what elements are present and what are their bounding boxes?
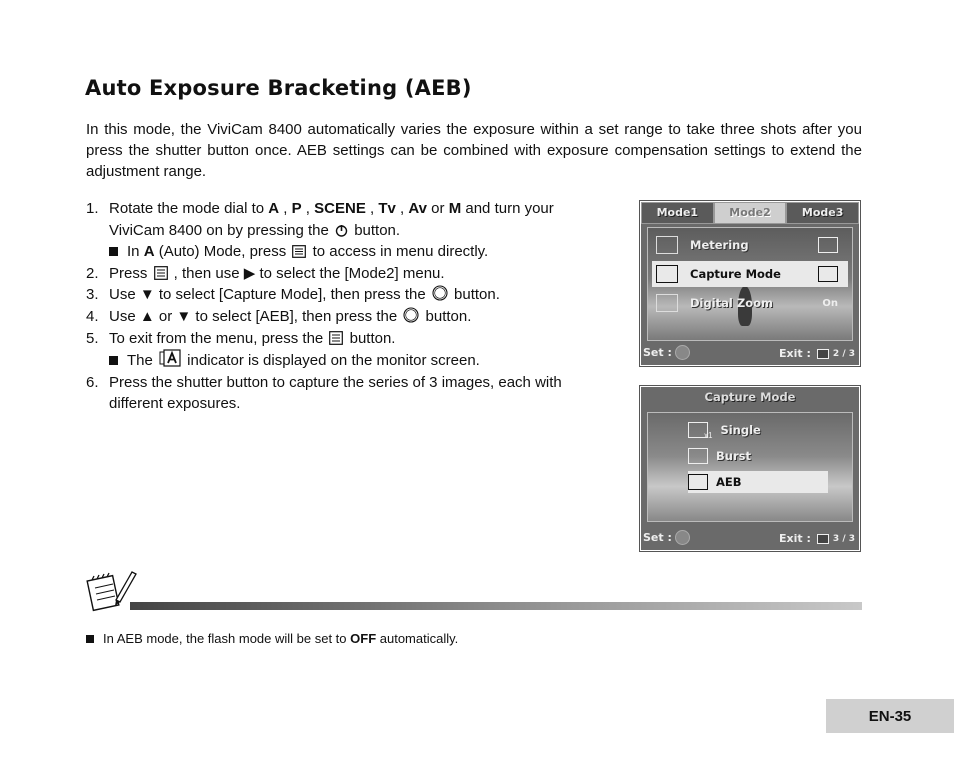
notepad-pencil-icon (86, 566, 138, 618)
aeb-indicator-icon (159, 349, 181, 367)
menu-button-icon (292, 245, 306, 258)
step-2: 2. Press , then use ▶ to select the [Mode2] menu. (86, 264, 445, 282)
menu-button-icon (329, 331, 343, 345)
menu-button-icon (817, 349, 829, 359)
down-arrow-icon: ▼ (176, 307, 192, 325)
up-arrow-icon: ▲ (139, 307, 155, 325)
capture-mode-screen (639, 385, 861, 552)
menu-tabs (641, 202, 859, 224)
step-5: 5. To exit from the menu, press the button. (86, 329, 396, 347)
menu-item-metering[interactable]: Metering (652, 232, 848, 258)
capture-option-burst[interactable]: Burst (688, 445, 828, 467)
intro-paragraph: In this mode, the ViviCam 8400 automatically varies the exposure within a set range to take three shots after you press the shutter button once. AEB settings can be combined with exposure compensation settings to extend the adjustment range. (86, 121, 862, 180)
step-6: 6. Press the shutter button to capture the series of 3 images, each with different exposures. (86, 373, 562, 413)
menu-item-capture-mode[interactable]: Capture Mode (652, 261, 848, 287)
mode2-menu-screen (639, 200, 861, 367)
tab-mode1[interactable]: Mode1 (641, 202, 714, 224)
screen-footer (641, 341, 859, 365)
menu-item-digital-zoom[interactable]: Digital Zoom On (652, 290, 848, 316)
step-3: 3. Use ▼ to select [Capture Mode], then press the button. (86, 286, 500, 304)
step-1: 1. Rotate the mode dial to A , P , SCENE , Tv , Av or M and turn your ViviCam 8400 on by pressing the button. (86, 200, 554, 239)
menu-button-icon (154, 266, 168, 280)
screen-footer (641, 526, 859, 550)
single-sub-label: x1 (704, 430, 713, 440)
down-arrow-icon: ▼ (139, 286, 155, 304)
note-divider-bar (130, 602, 862, 610)
tab-mode2[interactable]: Mode2 (714, 202, 787, 224)
set-hint: Set : (643, 530, 690, 545)
page-indicator: 3 / 3 (832, 533, 855, 544)
digital-zoom-value: On (822, 297, 838, 309)
menu-button-icon (817, 534, 829, 544)
page-number: EN-35 (826, 699, 954, 733)
step-4: 4. Use ▲ or ▼ to select [AEB], then press the button. (86, 307, 472, 325)
submenu-title: Capture Mode (704, 390, 796, 404)
capture-option-aeb[interactable]: AEB (688, 471, 828, 493)
ok-button-icon (432, 285, 448, 301)
exit-hint: Exit : 3 / 3 (779, 532, 855, 545)
ok-button-icon (675, 530, 690, 545)
note-text: In AEB mode, the flash mode will be set to OFF automatically. (86, 631, 458, 646)
page-indicator: 2 / 3 (832, 348, 855, 359)
camera-icon (656, 265, 678, 283)
aeb-icon (688, 474, 708, 490)
bullet-icon (109, 247, 118, 256)
capture-option-single[interactable]: x1 Single (688, 419, 828, 441)
exit-hint: Exit : 2 / 3 (779, 347, 855, 360)
menu-background (647, 227, 853, 341)
burst-icon (688, 448, 708, 464)
right-arrow-icon: ▶ (243, 264, 256, 282)
ok-button-icon (675, 345, 690, 360)
tab-mode3[interactable]: Mode3 (786, 202, 859, 224)
metering-icon (656, 236, 678, 254)
aeb-icon (818, 266, 838, 282)
set-hint: Set : (643, 345, 690, 360)
page-title: Auto Exposure Bracketing (AEB) (85, 76, 472, 100)
digital-zoom-icon (656, 294, 678, 312)
step-1-note: In A (Auto) Mode, press to access in menu directly. (86, 241, 606, 263)
steps-list (86, 198, 606, 415)
step-5-note: The indicator is displayed on the monitor screen. (86, 349, 606, 372)
bullet-icon (86, 635, 94, 643)
menu-background (647, 412, 853, 522)
power-icon (335, 224, 348, 237)
ok-button-icon (403, 307, 419, 323)
metering-mode-icon (818, 237, 838, 253)
bullet-icon (109, 356, 118, 365)
